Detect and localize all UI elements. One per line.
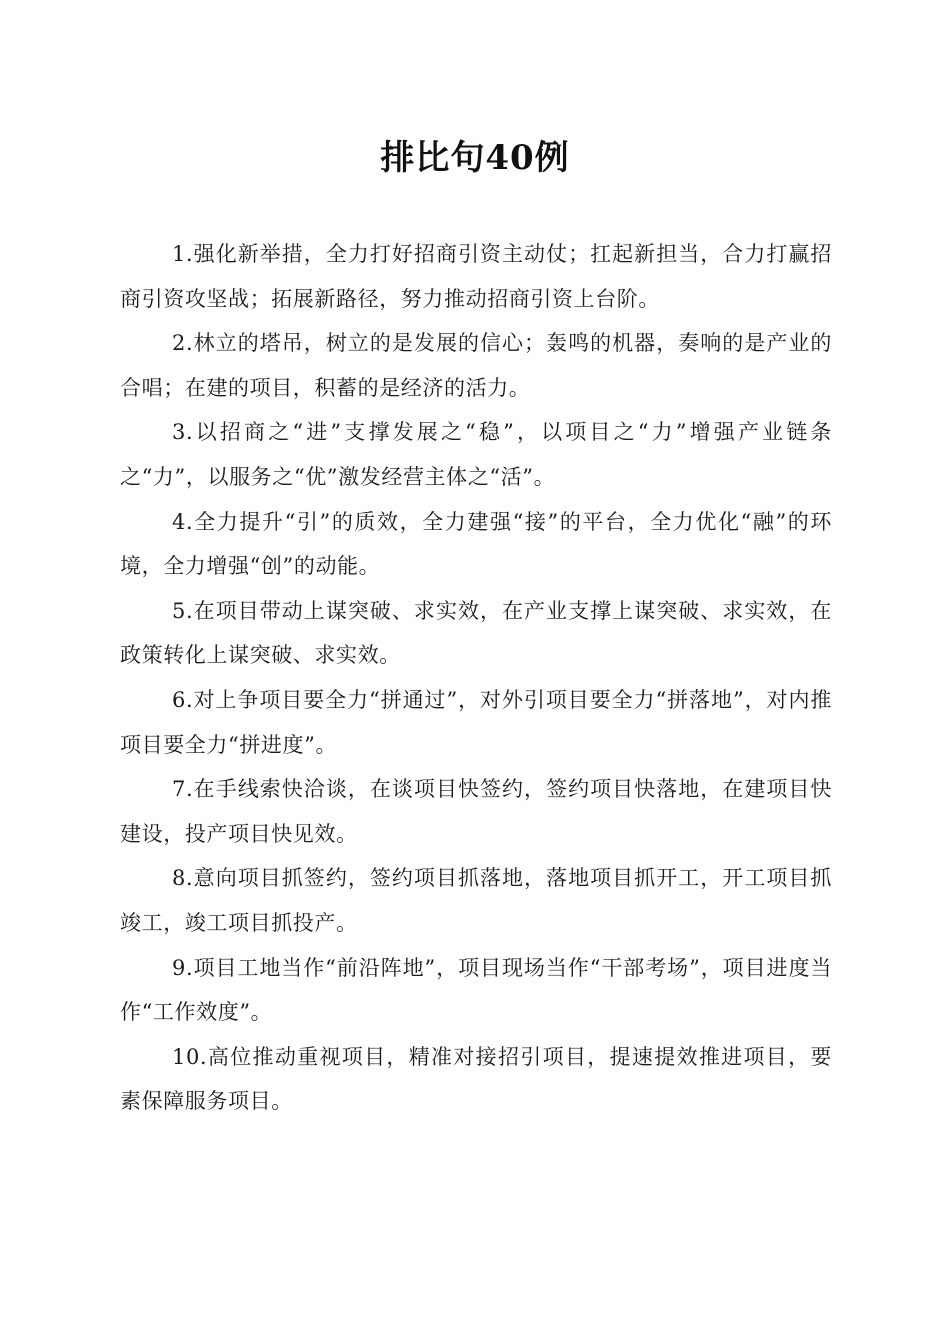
paragraph-5: 5.在项目带动上谋突破、求实效，在产业支撑上谋突破、求实效，在政策转化上谋突破、求实效。	[120, 598, 832, 668]
paragraph-10: 10.高位推动重视项目，精准对接招引项目，提速提效推进项目，要素保障服务项目。	[120, 1044, 832, 1114]
paragraph-2: 2.林立的塔吊，树立的是发展的信心；轰鸣的机器，奏响的是产业的合唱；在建的项目，积蓄的是经济的活力。	[120, 331, 832, 400]
paragraph-4: 4.全力提升“引”的质效，全力建强“接”的平台，全力优化“融”的环境，全力增强“创”的动能。	[120, 509, 832, 579]
paragraph-1: 1.强化新举措，全力打好招商引资主动仗；扛起新担当，合力打赢招商引资攻坚战；拓展新路径，努力推动招商引资上台阶。	[120, 242, 832, 311]
document-title: 排比句40例	[380, 138, 570, 178]
document-body	[120, 232, 832, 1124]
paragraph-6: 6.对上争项目要全力“拼通过”，对外引项目要全力“拼落地”，对内推项目要全力“拼进度”。	[120, 687, 832, 757]
paragraph-9: 9.项目工地当作“前沿阵地”，项目现场当作“干部考场”，项目进度当作“工作效度”。	[120, 955, 832, 1025]
paragraph-3: 3.以招商之“进”支撑发展之“稳”，以项目之“力”增强产业链条之“力”，以服务之“优”激发经营主体之“活”。	[120, 420, 832, 489]
paragraph-8: 8.意向项目抓签约，签约项目抓落地，落地项目抓开工，开工项目抓竣工，竣工项目抓投产。	[120, 866, 832, 935]
paragraph-7: 7.在手线索快洽谈，在谈项目快签约，签约项目快落地，在建项目快建设，投产项目快见效。	[120, 777, 832, 846]
